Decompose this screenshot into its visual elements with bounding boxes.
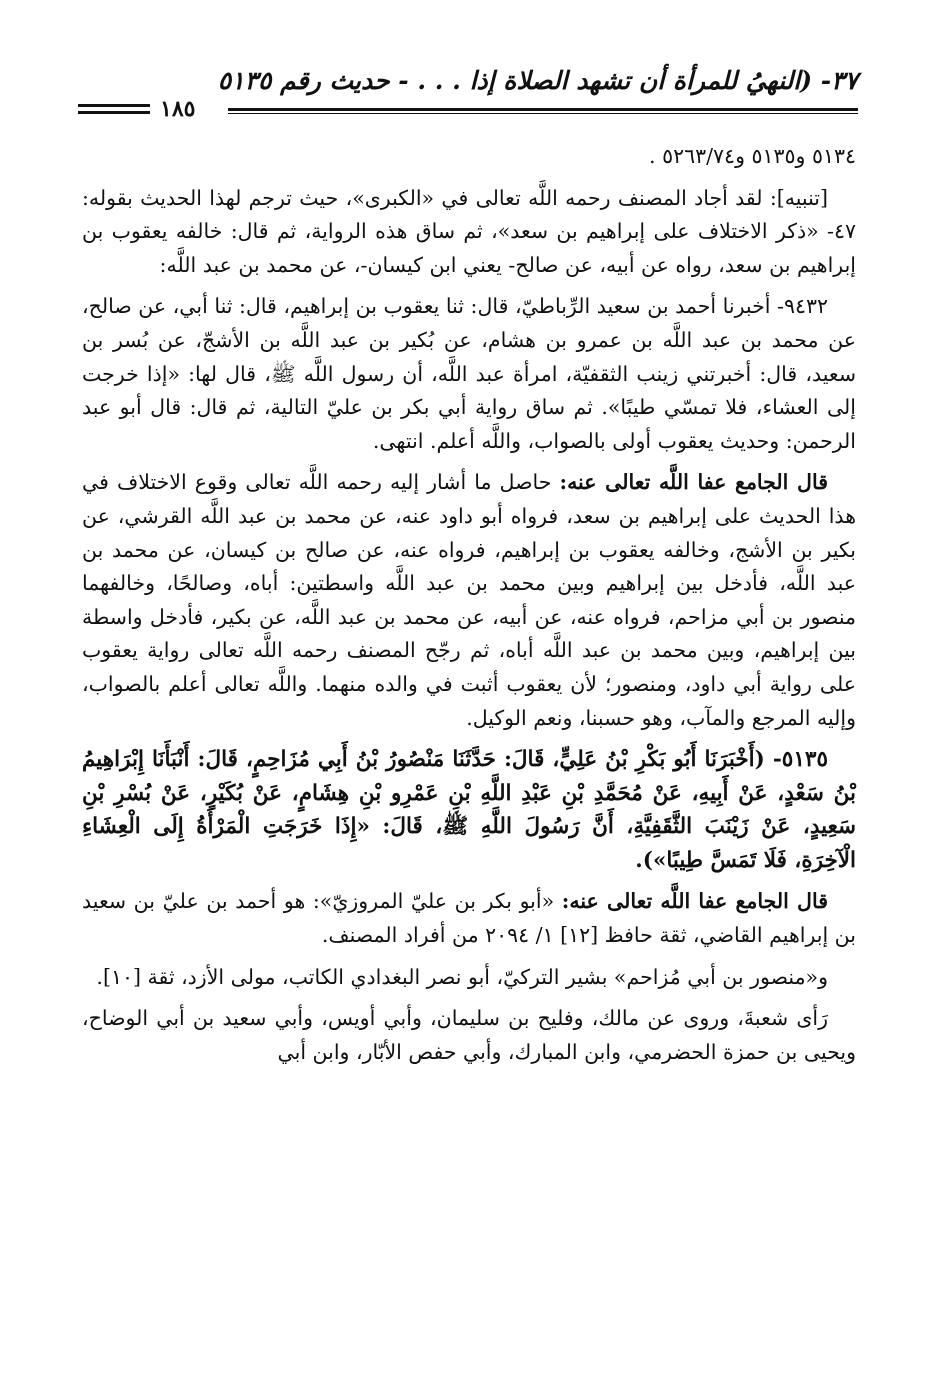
- paragraph-narrator-2: و«منصور بن أبي مُزاحم» بشير التركيّ، أبو نصر البغدادي الكاتب، مولى الأزد، ثقة [١٠].: [96, 964, 828, 989]
- paragraph-kubra-hadith: ٩٤٣٢- أخبرنا أحمد بن سعيد الرِّباطيّ، قال: ثنا يعقوب بن إبراهيم، قال: ثنا أبي، عن صالح، عن محمد بن عبد اللَّه بن عمرو بن هشام، عن بُكير بن عبد اللَّه بن الأشجّ، عن بُسر بن سعيد، قال: أخبرتني زينب الثقفيّة، امرأة عبد اللَّه، أن رسول اللَّه ﷺ، قال لها: «إذا خرجت إلى العشاء، فلا تمسّي طيبًا». ثم ساق رواية أبي بكر بن عليّ التالية، ثم قال: قال أبو عبد الرحمن: وحديث يعقوب أولى بالصواب، واللَّه أعلم. انتهى.: [82, 294, 856, 453]
- header-rule: [228, 108, 858, 114]
- commentary-text: حاصل ما أشار إليه رحمه اللَّه تعالى وقوع الاختلاف في هذا الحديث على إبراهيم بن سعد، فرواه أبو داود عنه، عن محمد بن عبد اللَّه القرشي، عن بكير بن الأشج، وخالفه يعقوب بن إبراهيم، فرواه عنه، عن صالح بن كيسان، عن محمد بن عبد اللَّه، فأدخل بين إبراهيم وبين محمد بن عبد اللَّه واسطتين: أباه، وصالحًا، وخالفهما منصور بن أبي مزاحم، فرواه عنه، عن أبيه، عن محمد بن عبد اللَّه، عن بكير، فأدخل واسطة بين إبراهيم، وبين محمد بن عبد اللَّه أباه، ثم رجّح المصنف رحمه اللَّه تعالى رواية يعقوب على رواية أبي داود، ومنصور؛ لأن يعقوب أثبت في والده منهما. واللَّه تعالى أعلم بالصواب، وإليه المرجع والمآب، وهو حسبنا، ونعم الوكيل.: [82, 470, 856, 730]
- paragraph-narrator-1: [82, 885, 856, 952]
- paragraph-narrator-3: رَأى شعبةَ، وروى عن مالك، وفليح بن سليمان، وأبي أويس، وأبي سعيد بن أبي الوضاح، ويحيى بن حمزة الحضرمي، وابن المبارك، وأبي حفص الأبّار، وابن أبي: [82, 1006, 856, 1064]
- header-rule-left: [78, 104, 150, 114]
- jami-label: قال الجامع عفا اللَّه تعالى عنه:: [559, 470, 828, 495]
- paragraph-note: [تنبيه]: لقد أجاد المصنف رحمه اللَّه تعالى في «الكبرى»، حيث ترجم لهذا الحديث بقوله: ٤٧- «ذكر الاختلاف على إبراهيم بن سعد»، ثم ساق هذه الرواية، ثم قال: خالفه يعقوب بن إبراهيم بن سعد، رواه عن أبيه، عن صالح- يعني ابن كيسان-، عن محمد بن عبد اللَّه:: [82, 185, 856, 277]
- page-header: [78, 58, 858, 128]
- paragraph-hadith-5135: ٥١٣٥- (أَخْبَرَنَا أَبُو بَكْرِ بْنُ عَلِيٍّ، قَالَ: حَدَّثَنَا مَنْصُورُ بْنُ أَبِي مُزَاحِمٍ، قَالَ: أَنْبَأَنَا إِبْرَاهِيمُ بْنُ سَعْدٍ، عَنْ أَبِيهِ، عَنْ مُحَمَّدِ بْنِ عَبْدِ اللَّهِ بْنِ عَمْرِو بْنِ هِشَامٍ، عَنْ بُكَيْرٍ، عَنْ بُسْرِ بْنِ سَعِيدٍ، عَنْ زَيْنَبَ الثَّقَفِيَّةِ، أَنَّ رَسُولَ اللَّهِ ﷺ، قَالَ: «إِذَا خَرَجَتِ الْمَرْأَةُ إِلَى الْعِشَاءِ الْآخِرَةِ، فَلَا تَمَسَّ طِيبًا»).: [82, 747, 856, 873]
- page-body: [82, 140, 856, 1077]
- narrator-text: «أبو بكر بن عليّ المروزيّ»: هو أحمد بن عليّ بن سعيد بن إبراهيم القاضي، ثقة حافظ [١٢] ١/ ٢٠٩٤ من أفراد المصنف.: [82, 889, 856, 948]
- page-number: ١٨٥: [160, 96, 196, 122]
- chapter-title: ٣٧- (النهيُ للمرأة أن تشهد الصلاة إذا . . . - حديث رقم ٥١٣٥: [217, 66, 858, 95]
- paragraph-references: ٥١٣٤ و٥١٣٥ و٥٢٦٣/٧٤ .: [649, 144, 856, 168]
- paragraph-commentary: [82, 466, 856, 735]
- jami-label: قال الجامع عفا اللَّه تعالى عنه:: [561, 889, 828, 914]
